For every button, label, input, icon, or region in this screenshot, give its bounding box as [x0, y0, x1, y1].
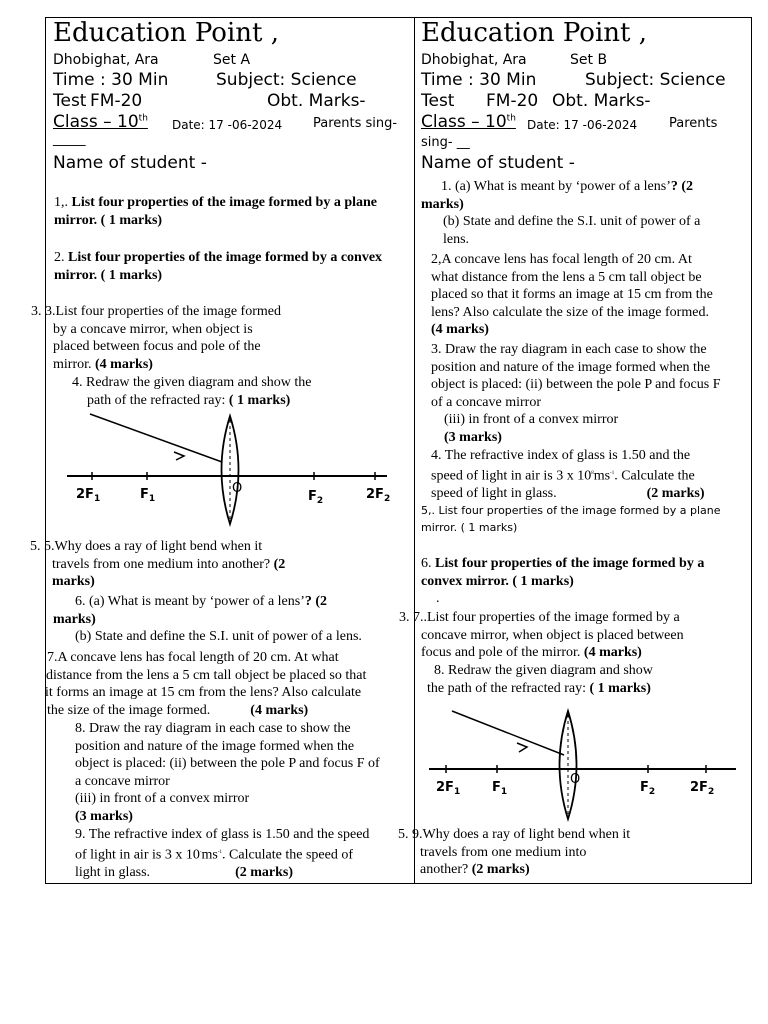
- set-a-obt-marks: Obt. Marks-: [267, 91, 366, 111]
- set-b-question-8: 8. Redraw the given diagram and show the path of the refracted ray: ( 1 marks): [427, 663, 653, 696]
- set-b-location: Dhobighat, Ara: [421, 52, 527, 68]
- svg-text:O: O: [232, 481, 243, 496]
- set-a-set-label: Set A: [213, 52, 251, 68]
- svg-text:2F1: $2F_1$: [76, 487, 101, 504]
- set-a-question-9: 9. The refractive index of glass is 1.50 and the speed of light in air is 3 x $10^-ms^{-1}$. Calculate the speed of light in glass. (2 marks): [75, 827, 370, 880]
- set-b-lens-diagram: [424, 705, 740, 823]
- set-b-title: Education Point ,: [421, 18, 647, 48]
- set-a-parents-sign: Parents sing-: [313, 116, 398, 131]
- set-a-parents-line: _____: [53, 132, 86, 147]
- set-a-question-5: 5. 5.Why does a ray of light bend when it travels from one medium into another? (2 marks): [30, 539, 286, 589]
- svg-text:F1: $F_1$: [140, 487, 156, 504]
- set-a-question-3: 3. 3.List four properties of the image formed by a concave mirror, when object is placed between focus and pole of the mirror. (4 marks): [31, 304, 281, 372]
- set-b-fm: FM-20: [486, 91, 539, 111]
- set-a-class: Class – 10th: [53, 112, 148, 132]
- set-b-question-1: 1. (a) What is meant by ‘power of a lens’? (2 marks) (b) State and define the S.I. unit of power of a lens.: [421, 179, 701, 247]
- set-a-date: Date: 17 -06-2024: [172, 118, 283, 132]
- svg-text:O: O: [570, 772, 581, 787]
- set-a-question-2: 2. List four properties of the image formed by a convex mirror. ( 1 marks): [54, 250, 383, 283]
- set-a-question-7: 7.A concave lens has focal length of 20 cm. At what distance from the lens a 5 cm tall object be placed so that it forms an image at 15 cm from the lens? Also calculate the size of the image formed. (4 marks): [45, 650, 367, 718]
- set-b-parents-sign: Parents: [669, 116, 718, 131]
- svg-text:2F2: $2F_2$: [690, 780, 715, 797]
- svg-text:F2: $F_2$: [640, 780, 656, 797]
- set-b-subject: Subject: Science: [585, 70, 726, 90]
- set-a-question-6: 6. (a) What is meant by ‘power of a lens’? (2 marks) (b) State and define the S.I. unit of power of a lens.: [53, 594, 362, 644]
- column-divider: [414, 17, 415, 884]
- set-a-title: Education Point ,: [53, 18, 279, 48]
- set-b-question-2: 2,A concave lens has focal length of 20 cm. At what distance from the lens a 5 cm tall object be placed so that it forms an image at 15 cm from the lens? Also calculate the size of the image formed. (4 marks): [431, 252, 713, 337]
- svg-text:2F2: $2F_2$: [366, 487, 391, 504]
- set-a-question-8: 8. Draw the ray diagram in each case to show the position and nature of the image formed when the object is placed: (ii) between the pole P and focus F of a concave mirror (iii) in front of a convex mirror (3 marks): [75, 721, 380, 824]
- set-a-question-4: 4. Redraw the given diagram and show the path of the refracted ray: ( 1 marks): [72, 375, 312, 408]
- set-a-subject: Subject: Science: [216, 70, 357, 90]
- svg-text:2F1: $2F_1$: [436, 780, 461, 797]
- set-b-test: Test: [421, 91, 455, 111]
- set-b-question-9: 5. 9.Why does a ray of light bend when it travels from one medium into another? (2 marks): [398, 827, 631, 877]
- set-b-date: Date: 17 -06-2024: [527, 118, 638, 132]
- set-b-class: Class – 10th: [421, 112, 516, 132]
- set-b-question-4: 4. The refractive index of glass is 1.50 and the speed of light in air is 3 x $10^8ms^{-1}$. Calculate the speed of light in glass. (2 marks): [431, 448, 705, 501]
- set-b-student-name: Name of student -: [421, 153, 575, 173]
- set-a-lens-diagram: [62, 410, 392, 528]
- set-b-time: Time : 30 Min: [421, 70, 537, 90]
- set-b-question-5: 5,. List four properties of the image formed by a plane mirror. ( 1 marks): [421, 504, 721, 534]
- svg-text:F2: $F_2$: [308, 489, 324, 506]
- set-a-fm: FM-20: [90, 91, 143, 111]
- set-b-question-6: 6. List four properties of the image formed by a convex mirror. ( 1 marks) .: [421, 556, 705, 606]
- set-b-set-label: Set B: [570, 52, 608, 68]
- set-a-test: Test: [53, 91, 87, 111]
- set-a-time: Time : 30 Min: [53, 70, 169, 90]
- set-a-student-name: Name of student -: [53, 153, 207, 173]
- set-b-parents-line: sing- __: [421, 135, 470, 150]
- svg-text:F1: $F_1$: [492, 780, 508, 797]
- set-b-question-7: 3. 7..List four properties of the image formed by a concave mirror, when object is placed between focus and pole of the mirror. (4 marks): [399, 610, 684, 660]
- set-b-question-3: 3. Draw the ray diagram in each case to show the position and nature of the image formed when the object is placed: (ii) between the pole P and focus F of a concave mirror (iii) in front of a convex mirror (3 marks): [431, 342, 721, 445]
- set-a-location: Dhobighat, Ara: [53, 52, 159, 68]
- set-b-obt-marks: Obt. Marks-: [552, 91, 651, 111]
- set-a-question-1: 1,. List four properties of the image formed by a plane mirror. ( 1 marks): [54, 195, 378, 228]
